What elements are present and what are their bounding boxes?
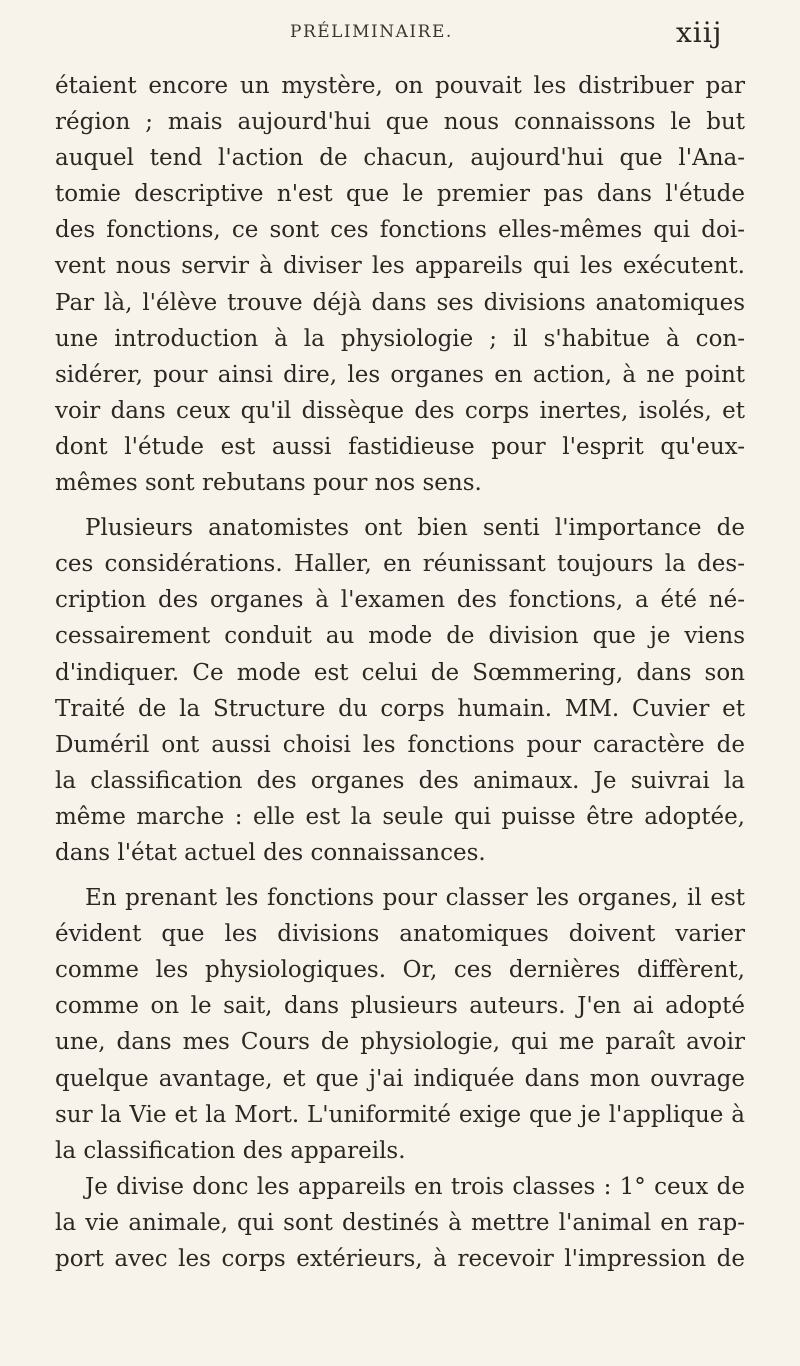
- paragraph-gap: [55, 871, 745, 880]
- text-line: la classification des organes des animaux. Je suivrai la: [55, 767, 745, 794]
- paragraph: [55, 880, 745, 1169]
- running-header: [0, 14, 800, 54]
- paragraph: [55, 1169, 745, 1277]
- text-line: ces considérations. Haller, en réunissant toujours la des-: [55, 551, 745, 578]
- paragraph: [55, 510, 745, 871]
- page-number: xiij: [676, 16, 723, 49]
- text-line: quelque avantage, et que j'ai indiquée dans mon ouvrage: [55, 1065, 745, 1092]
- text-line: vent nous servir à diviser les appareils qui les exécutent.: [55, 253, 745, 280]
- text-line: sur la Vie et la Mort. L'uniformité exige que je l'applique à: [55, 1101, 745, 1128]
- text-line: tomie descriptive n'est que le premier pas dans l'étude: [55, 181, 745, 208]
- text-line: évident que les divisions anatomiques doivent varier: [55, 921, 745, 948]
- text-line: dans l'état actuel des connaissances.: [55, 839, 486, 866]
- text-line: Plusieurs anatomistes ont bien senti l'importance de: [85, 515, 745, 542]
- text-line: étaient encore un mystère, on pouvait les distribuer par: [55, 73, 745, 99]
- text-line: Traité de la Structure du corps humain. MM. Cuvier et: [55, 695, 745, 722]
- text-line: Par là, l'élève trouve déjà dans ses divisions anatomiques: [55, 289, 745, 316]
- text-line: la classification des appareils.: [55, 1137, 406, 1164]
- text-line: auquel tend l'action de chacun, aujourd'hui que l'Ana-: [55, 145, 745, 172]
- text-line: cription des organes à l'examen des fonctions, a été né-: [55, 587, 745, 614]
- text-line: même marche : elle est la seule qui puisse être adoptée,: [55, 803, 745, 830]
- text-line: En prenant les fonctions pour classer les organes, il est: [85, 885, 745, 912]
- paragraph-gap: [55, 501, 745, 510]
- text-line: sidérer, pour ainsi dire, les organes en action, à ne point: [55, 361, 745, 388]
- text-line: comme les physiologiques. Or, ces dernières diffèrent,: [55, 957, 745, 984]
- text-line: port avec les corps extérieurs, à recevoir l'impression de: [55, 1246, 745, 1272]
- text-line: Je divise donc les appareils en trois classes : 1° ceux de: [85, 1173, 745, 1200]
- text-line: région ; mais aujourd'hui que nous connaissons le but: [55, 109, 745, 136]
- text-line: Duméril ont aussi choisi les fonctions pour caractère de: [55, 731, 745, 758]
- text-line: une, dans mes Cours de physiologie, qui me paraît avoir: [55, 1029, 745, 1056]
- body-text: [55, 68, 745, 1277]
- text-line: cessairement conduit au mode de division que je viens: [55, 623, 745, 650]
- text-line: des fonctions, ce sont ces fonctions elles-mêmes qui doi-: [55, 217, 745, 244]
- text-line: d'indiquer. Ce mode est celui de Sœmmering, dans son: [55, 659, 745, 686]
- text-line: dont l'étude est aussi fastidieuse pour l'esprit qu'eux-: [55, 433, 745, 460]
- text-line: voir dans ceux qu'il dissèque des corps inertes, isolés, et: [55, 397, 745, 424]
- text-line: comme on le sait, dans plusieurs auteurs. J'en ai adopté: [55, 993, 745, 1020]
- text-line: la vie animale, qui sont destinés à mettre l'animal en rap-: [55, 1209, 745, 1236]
- paragraph: [55, 68, 745, 501]
- text-line: mêmes sont rebutans pour nos sens.: [55, 470, 482, 497]
- text-line: une introduction à la physiologie ; il s'habitue à con-: [55, 325, 745, 352]
- running-title: PRÉLIMINAIRE.: [290, 22, 453, 42]
